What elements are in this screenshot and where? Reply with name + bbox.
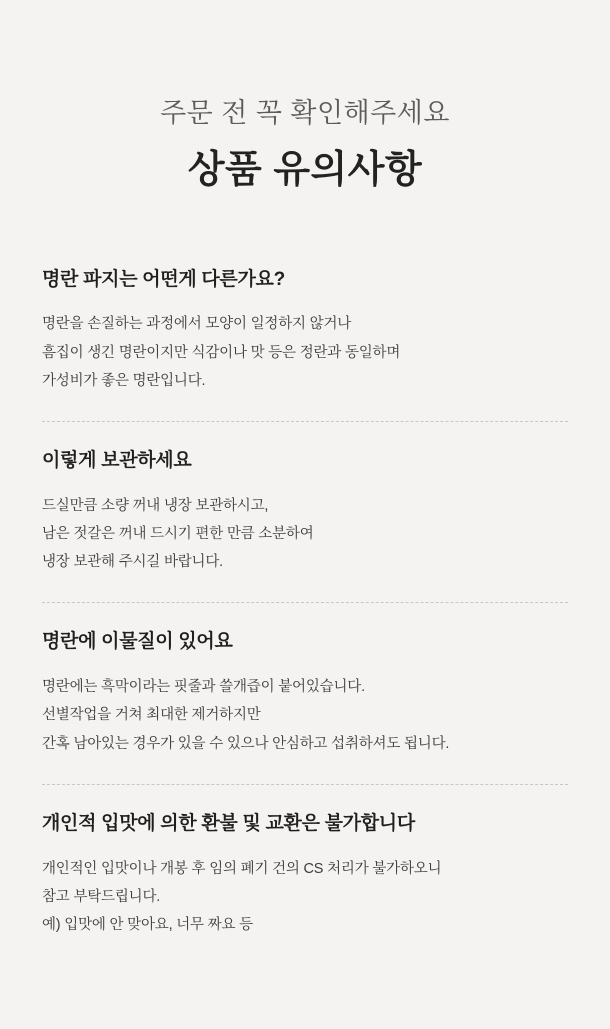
section-divider bbox=[42, 784, 568, 785]
section-title: 이렇게 보관하세요 bbox=[42, 450, 192, 472]
section-body bbox=[42, 310, 568, 395]
section-divider bbox=[42, 602, 568, 603]
section-line: 선별작업을 거쳐 최대한 제거하지만 bbox=[42, 707, 261, 724]
page-title: 상품 유의사항 bbox=[187, 149, 423, 192]
section-body bbox=[42, 492, 568, 577]
notice-section-1 bbox=[42, 267, 568, 395]
section-title: 명란 파지는 어떤게 다른가요? bbox=[42, 268, 285, 290]
section-line: 드실만큼 소량 꺼내 냉장 보관하시고, bbox=[42, 497, 269, 514]
notice-section-2 bbox=[42, 448, 568, 576]
notice-section-4 bbox=[42, 811, 568, 939]
section-line: 냉장 보관해 주시길 바랍니다. bbox=[42, 554, 223, 571]
notice-section-3 bbox=[42, 629, 568, 757]
section-divider bbox=[42, 421, 568, 422]
section-line: 가성비가 좋은 명란입니다. bbox=[42, 372, 206, 389]
header-subtitle: 주문 전 꼭 확인해주세요 bbox=[160, 98, 450, 128]
section-line: 남은 젓갈은 꺼내 드시기 편한 만큼 소분하여 bbox=[42, 525, 314, 542]
section-title: 명란에 이물질이 있어요 bbox=[42, 631, 233, 653]
page-header bbox=[0, 0, 610, 195]
section-line: 개인적인 입맛이나 개봉 후 임의 폐기 건의 CS 처리가 불가하오니 bbox=[42, 860, 442, 877]
section-title: 개인적 입맛에 의한 환불 및 교환은 불가합니다 bbox=[42, 812, 415, 834]
section-line: 간혹 남아있는 경우가 있을 수 있으나 안심하고 섭취하셔도 됩니다. bbox=[42, 735, 450, 752]
section-line: 명란에는 흑막이라는 핏줄과 쓸개즙이 붙어있습니다. bbox=[42, 679, 365, 696]
section-line: 명란을 손질하는 과정에서 모양이 일정하지 않거나 bbox=[42, 316, 352, 333]
notice-sections bbox=[0, 267, 610, 940]
section-body bbox=[42, 855, 568, 940]
section-line: 예) 입맛에 안 맞아요, 너무 짜요 등 bbox=[42, 917, 253, 934]
section-body bbox=[42, 673, 568, 758]
section-line: 참고 부탁드립니다. bbox=[42, 888, 161, 905]
section-line: 흠집이 생긴 명란이지만 식감이나 맛 등은 정란과 동일하며 bbox=[42, 344, 401, 361]
